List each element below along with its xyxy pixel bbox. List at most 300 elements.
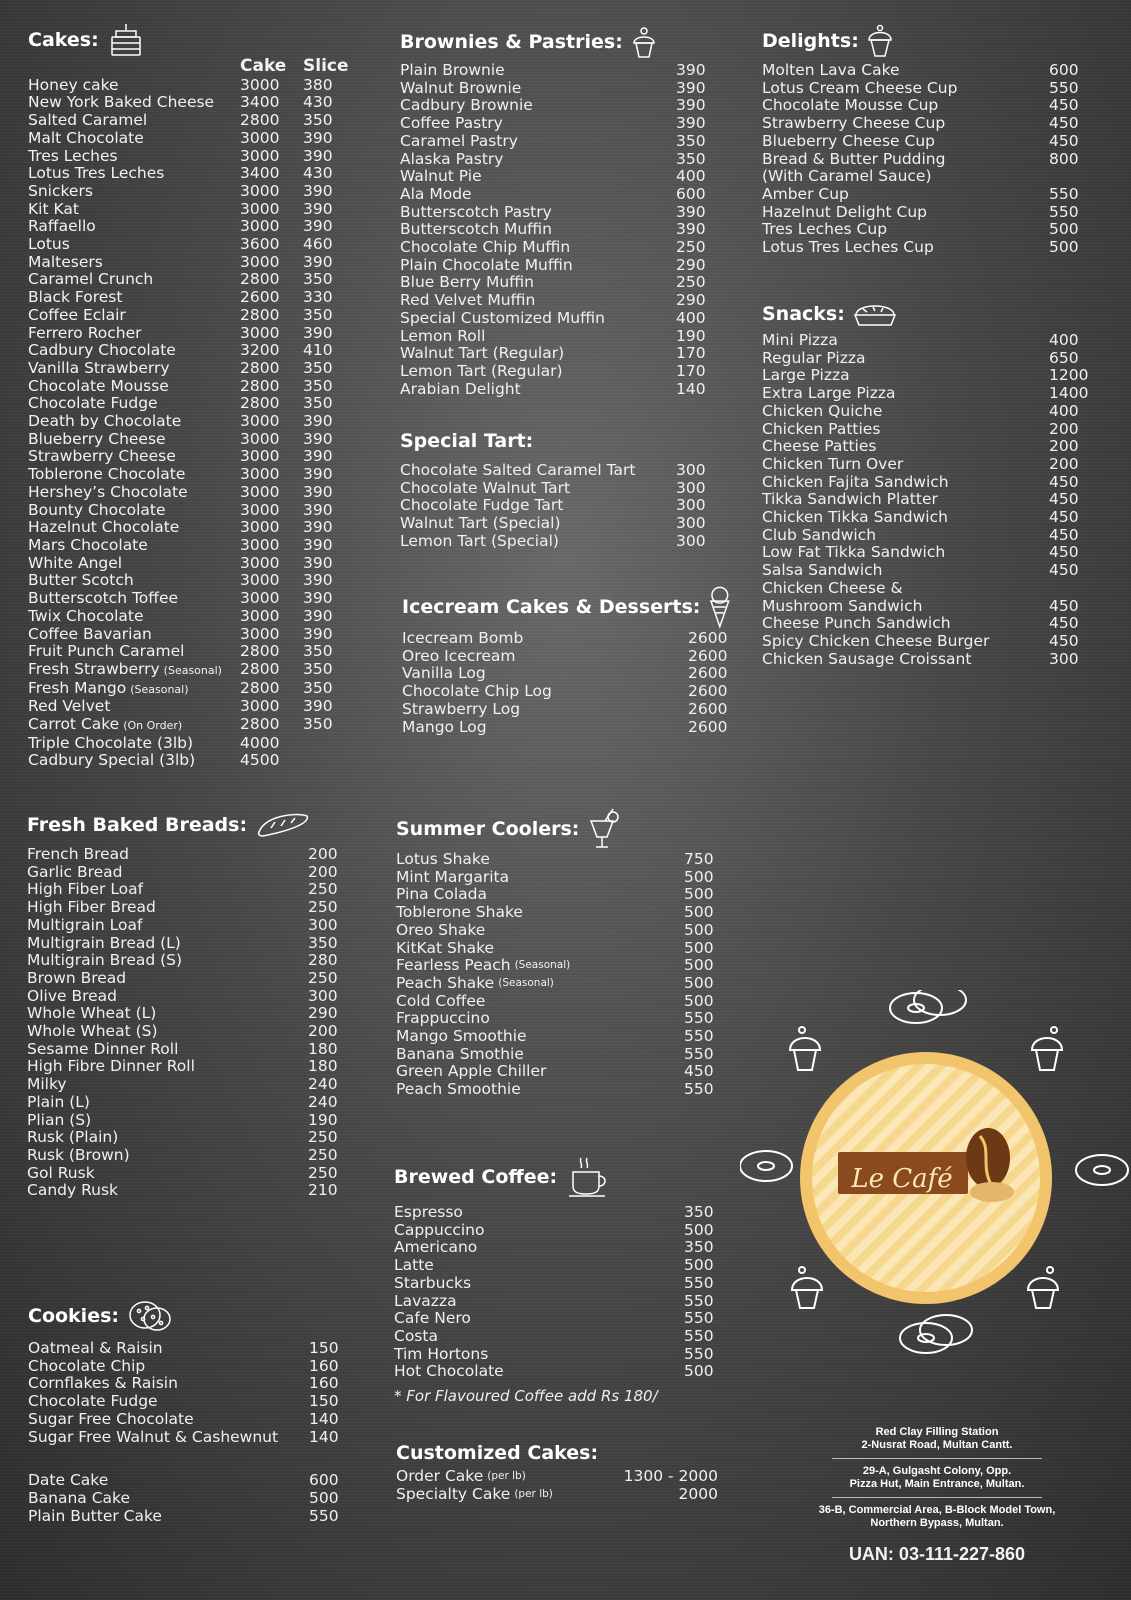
item-price: 550 xyxy=(1049,184,1079,203)
coffee-title: Brewed Coffee: xyxy=(394,1166,558,1188)
item-price: 600 xyxy=(1049,61,1079,79)
item-price: 300 xyxy=(308,986,338,1005)
item-name: Bounty Chocolate xyxy=(28,500,166,519)
item-name: Starbucks xyxy=(394,1273,472,1292)
item-price: 190 xyxy=(308,1110,338,1129)
menu-item xyxy=(394,1363,718,1381)
item-name: Lotus Tres Leches Cup xyxy=(762,238,934,257)
item-name: White Angel xyxy=(28,553,123,572)
item-price: 300 xyxy=(676,461,706,479)
menu-item xyxy=(396,1063,718,1081)
item-name: Garlic Bread xyxy=(27,862,123,881)
item-name: Club Sandwich xyxy=(762,525,877,544)
item-name: Special Customized Muffin xyxy=(400,308,605,327)
menu-item xyxy=(762,651,1087,669)
item-name: Blueberry Cheese xyxy=(28,429,166,448)
cake-name xyxy=(28,271,240,289)
cake-price: 2800 xyxy=(240,111,280,130)
item-price: 500 xyxy=(309,1488,339,1507)
item-name: Tres Leches Cup xyxy=(762,220,888,239)
cupcake-icon xyxy=(631,25,657,59)
item-price: 450 xyxy=(684,1062,714,1081)
cakes-header xyxy=(28,58,358,76)
item-name: French Bread xyxy=(27,845,129,863)
coolers-title: Summer Coolers: xyxy=(396,818,580,840)
item-name: Peach Smoothie xyxy=(396,1080,521,1099)
address-2 xyxy=(792,1465,1082,1491)
item-name: Coffee Pastry xyxy=(400,114,503,133)
cake-price: 2800 xyxy=(240,358,280,377)
item-name: Tres Leches xyxy=(28,146,118,165)
slice-price: 390 xyxy=(303,465,333,484)
cake-price: 3000 xyxy=(240,199,280,218)
menu-item xyxy=(400,462,712,480)
menu-item xyxy=(762,456,1087,474)
cupcake-icon xyxy=(1028,1267,1058,1308)
cake-item xyxy=(28,448,358,466)
menu-item xyxy=(400,328,712,346)
item-price: 550 xyxy=(1049,202,1079,221)
item-name: Multigrain Bread (S) xyxy=(27,951,183,970)
slice-price: 350 xyxy=(303,358,333,377)
cake-name xyxy=(28,378,240,396)
cake-price: 3000 xyxy=(240,447,280,466)
item-name: Red Velvet xyxy=(28,697,111,716)
menu-item xyxy=(762,133,1087,151)
slice-price xyxy=(303,735,351,753)
item-note: (per lb) xyxy=(514,1487,553,1500)
cake-name xyxy=(28,130,240,148)
item-name: Walnut Tart (Special) xyxy=(400,514,561,533)
item-name: Blue Berry Muffin xyxy=(400,273,534,292)
address-1 xyxy=(792,1426,1082,1452)
cake-item xyxy=(28,661,358,680)
menu-item xyxy=(396,1028,718,1046)
customized-list xyxy=(396,1468,718,1503)
menu-item xyxy=(762,168,1087,186)
cake-price: 2600 xyxy=(240,288,280,307)
item-name: Banana Smothie xyxy=(396,1044,524,1063)
item-price: 2000 xyxy=(678,1484,718,1503)
menu-item xyxy=(27,899,342,917)
cake-name xyxy=(28,590,240,608)
cake-name xyxy=(28,680,240,699)
breads-section xyxy=(27,808,342,1200)
item-name: Regular Pizza xyxy=(762,348,866,367)
cookies-title: Cookies: xyxy=(28,1305,119,1327)
item-price: 250 xyxy=(308,1145,338,1164)
item-price: 160 xyxy=(309,1356,339,1375)
item-price: 300 xyxy=(308,915,338,934)
item-name: Low Fat Tikka Sandwich xyxy=(762,543,946,562)
menu-item xyxy=(762,239,1087,257)
icecream-list xyxy=(402,630,732,736)
cake-name xyxy=(28,519,240,537)
donut-icon xyxy=(740,1151,792,1181)
cake-item xyxy=(28,289,358,307)
cake-item xyxy=(28,752,358,770)
coolers-list xyxy=(396,851,718,1099)
item-price: 450 xyxy=(1049,614,1079,633)
item-name: Mini Pizza xyxy=(762,331,838,349)
cake-price: 2800 xyxy=(240,715,280,734)
menu-item xyxy=(27,846,342,864)
item-price: 450 xyxy=(1049,508,1079,527)
cake-name xyxy=(28,698,240,716)
item-price: 240 xyxy=(308,1092,338,1111)
item-price: 200 xyxy=(1049,419,1079,438)
item-price: 290 xyxy=(676,255,706,274)
slice-price: 350 xyxy=(303,659,333,678)
item-price: 250 xyxy=(308,880,338,899)
cake-name xyxy=(28,148,240,166)
item-price: 450 xyxy=(1049,596,1079,615)
cookies-list xyxy=(28,1340,343,1446)
item-price: 450 xyxy=(1049,114,1079,133)
menu-item xyxy=(762,421,1087,439)
item-name: Ferrero Rocher xyxy=(28,323,142,342)
slice-price: 390 xyxy=(303,624,333,643)
slice-price: 350 xyxy=(303,715,333,734)
menu-item xyxy=(400,515,712,533)
cakes-list xyxy=(28,77,358,770)
item-name: Snickers xyxy=(28,181,93,200)
item-price: 200 xyxy=(308,845,338,863)
item-name: Molten Lava Cake xyxy=(762,61,900,79)
cookie-icon xyxy=(127,1299,173,1333)
cake-item xyxy=(28,431,358,449)
coffee-list xyxy=(394,1204,718,1381)
menu-item xyxy=(400,115,712,133)
slice-price: 390 xyxy=(303,146,333,165)
cake-item xyxy=(28,130,358,148)
item-name: Sesame Dinner Roll xyxy=(27,1039,179,1058)
item-name: Sugar Free Chocolate xyxy=(28,1409,194,1428)
coolers-section xyxy=(396,812,718,1099)
item-name: Chocolate Chip Log xyxy=(402,682,552,701)
menu-item xyxy=(400,221,712,239)
item-price: 390 xyxy=(676,61,706,79)
snacks-list xyxy=(762,332,1087,668)
item-name: Plain Butter Cake xyxy=(28,1506,162,1525)
menu-item xyxy=(762,615,1087,633)
item-price: 350 xyxy=(684,1238,714,1257)
cake-price: 3000 xyxy=(240,217,280,236)
item-price: 550 xyxy=(684,1344,714,1363)
item-name: Walnut Tart (Regular) xyxy=(400,344,565,363)
cake-price: 3000 xyxy=(240,128,280,147)
address-3 xyxy=(792,1504,1082,1530)
menu-item xyxy=(28,1393,343,1411)
cake-name xyxy=(28,752,240,770)
item-name: Fearless Peach xyxy=(396,956,511,975)
slice-price: 390 xyxy=(303,128,333,147)
cake-name xyxy=(28,413,240,431)
item-price: 550 xyxy=(684,1291,714,1310)
slice-price: 390 xyxy=(303,535,333,554)
slice-price: 390 xyxy=(303,500,333,519)
item-price: 250 xyxy=(676,273,706,292)
menu-item xyxy=(27,1182,342,1200)
breads-list xyxy=(27,846,342,1200)
item-price xyxy=(1049,580,1087,598)
item-name: Oreo Shake xyxy=(396,920,486,939)
special-tart-list xyxy=(400,462,712,551)
menu-item xyxy=(394,1346,718,1364)
item-name: Toblerone Shake xyxy=(396,903,523,922)
item-price: 390 xyxy=(676,220,706,239)
slice-price: 390 xyxy=(303,697,333,716)
menu-item xyxy=(27,1112,342,1130)
cake-item xyxy=(28,680,358,699)
item-price: 550 xyxy=(684,1009,714,1028)
item-name: Cadbury Special (3lb) xyxy=(28,751,196,770)
slice-price: 390 xyxy=(303,429,333,448)
menu-item xyxy=(396,940,718,958)
item-name: Lotus xyxy=(28,235,70,254)
customized-title: Customized Cakes: xyxy=(396,1442,599,1464)
cake-item xyxy=(28,698,358,716)
item-price: 300 xyxy=(676,478,706,497)
item-name: Americano xyxy=(394,1238,478,1257)
item-price: 450 xyxy=(1049,490,1079,509)
item-price: 390 xyxy=(676,202,706,221)
cake-name xyxy=(28,254,240,272)
item-name: Amber Cup xyxy=(762,184,849,203)
slice-price xyxy=(303,752,351,770)
menu-item xyxy=(396,1010,718,1028)
item-name: Cornflakes & Raisin xyxy=(28,1374,178,1393)
cake-name xyxy=(28,325,240,343)
item-name: Ala Mode xyxy=(400,184,472,203)
item-name: Plain Brownie xyxy=(400,61,505,79)
cake-name xyxy=(28,289,240,307)
item-price: 450 xyxy=(1049,561,1079,580)
cake-name xyxy=(28,395,240,413)
menu-item xyxy=(762,527,1087,545)
cake-item xyxy=(28,325,358,343)
item-name: Chicken Patties xyxy=(762,419,881,438)
item-price: 290 xyxy=(308,1004,338,1023)
menu-item xyxy=(400,239,712,257)
ice-cream-icon xyxy=(708,585,732,629)
item-name: Cold Coffee xyxy=(396,991,486,1010)
cake-price: 3000 xyxy=(240,518,280,537)
item-name: Chicken Fajita Sandwich xyxy=(762,472,949,491)
uan-number[interactable]: UAN: 03-111-227-860 xyxy=(848,1544,1026,1564)
item-name: Candy Rusk xyxy=(27,1181,119,1200)
menu-item xyxy=(396,886,718,904)
item-price: 500 xyxy=(684,1256,714,1275)
item-price: 300 xyxy=(676,496,706,515)
cake-item xyxy=(28,413,358,431)
breads-title-row xyxy=(27,808,342,842)
item-name: Blueberry Cheese Cup xyxy=(762,131,935,150)
item-price: 650 xyxy=(1049,348,1079,367)
menu-item xyxy=(27,1058,342,1076)
item-price: 250 xyxy=(308,898,338,917)
item-name: Olive Bread xyxy=(27,986,117,1005)
slice-price: 460 xyxy=(303,235,333,254)
item-price: 400 xyxy=(1049,331,1079,349)
menu-item xyxy=(396,975,718,993)
item-price: 1300 - 2000 xyxy=(623,1467,718,1485)
cake-price: 3000 xyxy=(240,606,280,625)
cake-price: 2800 xyxy=(240,642,280,661)
item-note: (Seasonal) xyxy=(130,682,189,696)
item-name: Walnut Brownie xyxy=(400,78,522,97)
item-name: Chicken Cheese & xyxy=(762,578,903,597)
menu-item xyxy=(402,701,732,719)
menu-item xyxy=(27,952,342,970)
item-name: Mango Smoothie xyxy=(396,1027,527,1046)
cake-price: 3000 xyxy=(240,553,280,572)
item-price: 150 xyxy=(309,1392,339,1411)
coffee-note: * For Flavoured Coffee add Rs 180/ xyxy=(394,1387,658,1406)
slice-price: 430 xyxy=(303,93,333,112)
item-price: 500 xyxy=(684,867,714,886)
menu-item xyxy=(27,1005,342,1023)
item-price: 350 xyxy=(308,933,338,952)
cake-price: 3400 xyxy=(240,164,280,183)
item-name: Walnut Pie xyxy=(400,167,482,186)
item-price: 500 xyxy=(1049,238,1079,257)
item-name: Cafe Nero xyxy=(394,1309,471,1328)
cake-price: 3000 xyxy=(240,323,280,342)
item-name: Lavazza xyxy=(394,1291,457,1310)
slice-price: 390 xyxy=(303,482,333,501)
slice-price: 390 xyxy=(303,447,333,466)
item-name: Brown Bread xyxy=(27,968,127,987)
cake-name xyxy=(28,537,240,555)
donut-icon xyxy=(1076,1155,1128,1185)
item-name: Tikka Sandwich Platter xyxy=(762,490,938,509)
menu-item xyxy=(396,1468,718,1486)
cake-item xyxy=(28,735,358,753)
item-name: Butter Scotch xyxy=(28,571,134,590)
menu-item xyxy=(394,1204,718,1222)
address-3-line1: 36-B, Commercial Area, B-Block Model Town, xyxy=(818,1504,1056,1516)
item-name: Honey cake xyxy=(28,75,119,94)
item-price: 250 xyxy=(308,1163,338,1182)
cake-price: 3000 xyxy=(240,624,280,643)
item-name: Lemon Tart (Regular) xyxy=(400,361,563,380)
item-price: 350 xyxy=(676,149,706,168)
item-price: 1400 xyxy=(1049,384,1089,403)
item-name: Lotus Cream Cheese Cup xyxy=(762,78,958,97)
item-name: Twix Chocolate xyxy=(28,606,144,625)
pie-icon xyxy=(853,299,897,329)
menu-item xyxy=(402,665,732,683)
cake-item xyxy=(28,502,358,520)
item-price: 450 xyxy=(1049,96,1079,115)
cake-name xyxy=(28,307,240,325)
item-name: Chocolate Mousse Cup xyxy=(762,96,939,115)
brownies-title-row xyxy=(400,22,712,62)
menu-item xyxy=(27,1023,342,1041)
cake-name xyxy=(28,112,240,130)
menu-item xyxy=(394,1275,718,1293)
menu-item xyxy=(396,957,718,975)
menu-item xyxy=(394,1293,718,1311)
item-name: Rusk (Brown) xyxy=(27,1145,130,1164)
item-price: 290 xyxy=(676,291,706,310)
delights-title-row xyxy=(762,20,1087,62)
delights-section xyxy=(762,20,1087,257)
item-price: 160 xyxy=(309,1374,339,1393)
item-price: 500 xyxy=(684,956,714,975)
cake-price: 3000 xyxy=(240,465,280,484)
cake-name xyxy=(28,555,240,573)
item-price: 140 xyxy=(309,1427,339,1446)
special-tart-title: Special Tart: xyxy=(400,430,534,452)
cake-name xyxy=(28,572,240,590)
item-name: Cheese Punch Sandwich xyxy=(762,614,951,633)
item-name: Strawberry Cheese Cup xyxy=(762,114,946,133)
item-name: Kit Kat xyxy=(28,199,79,218)
slice-price: 430 xyxy=(303,164,333,183)
item-price: 600 xyxy=(309,1471,339,1490)
item-name: Carrot Cake xyxy=(28,715,120,734)
item-name: Hershey’s Chocolate xyxy=(28,482,188,501)
menu-item xyxy=(400,345,712,363)
menu-item xyxy=(394,1310,718,1328)
icecream-section xyxy=(402,584,732,736)
donut-icon xyxy=(900,1315,972,1353)
cupcake-icon xyxy=(1032,1027,1062,1070)
item-price: 550 xyxy=(684,1027,714,1046)
slice-price: 380 xyxy=(303,75,333,94)
item-name: Gol Rusk xyxy=(27,1163,95,1182)
menu-item xyxy=(402,648,732,666)
address-2-line2: Pizza Hut, Main Entrance, Multan. xyxy=(849,1478,1025,1490)
cake-item xyxy=(28,555,358,573)
item-name: Death by Chocolate xyxy=(28,412,182,431)
coffee-cup-icon xyxy=(565,1154,613,1200)
menu-item xyxy=(27,917,342,935)
snacks-section xyxy=(762,298,1087,668)
cake-item xyxy=(28,183,358,201)
cake-name xyxy=(28,626,240,644)
menu-item xyxy=(400,204,712,222)
menu-item xyxy=(762,474,1087,492)
item-price: 390 xyxy=(676,96,706,115)
slice-price: 390 xyxy=(303,606,333,625)
cake-price: 3000 xyxy=(240,75,280,94)
cake-price: 3000 xyxy=(240,181,280,200)
item-name: Spicy Chicken Cheese Burger xyxy=(762,631,990,650)
item-name: Fruit Punch Caramel xyxy=(28,642,185,661)
col-cake-header: Cake xyxy=(240,56,287,76)
item-name: Latte xyxy=(394,1256,434,1275)
item-name: Frappuccino xyxy=(396,1009,490,1028)
menu-item xyxy=(394,1222,718,1240)
cookies-title-row xyxy=(28,1298,343,1334)
item-price: 190 xyxy=(676,326,706,345)
menu-item xyxy=(402,630,732,648)
item-name: Whole Wheat (L) xyxy=(27,1004,157,1023)
item-price: 140 xyxy=(676,379,706,398)
item-note: (Seasonal) xyxy=(498,976,554,989)
cake-item xyxy=(28,165,358,183)
icecream-title-row xyxy=(402,584,732,630)
item-name: Large Pizza xyxy=(762,366,850,385)
menu-item xyxy=(27,988,342,1006)
menu-item xyxy=(27,881,342,899)
item-name: Chocolate Fudge xyxy=(28,1392,158,1411)
item-price: 2600 xyxy=(688,664,728,683)
cake-item xyxy=(28,626,358,644)
